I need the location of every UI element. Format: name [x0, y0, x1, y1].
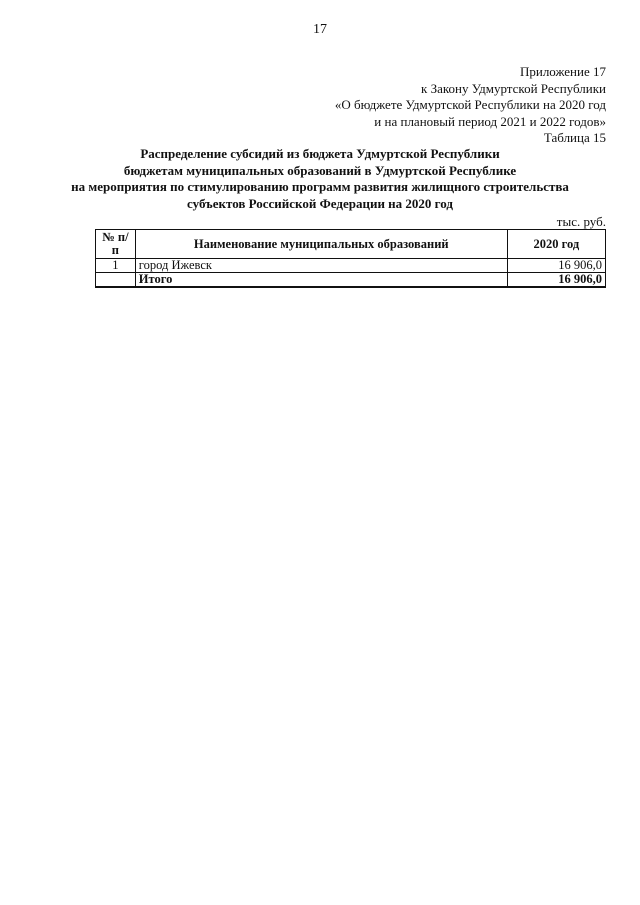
title-line-2: бюджетам муниципальных образований в Удмуртской Республике	[123, 162, 517, 178]
table-label: Таблица 15	[543, 130, 606, 145]
appendix-line-4: и на плановый период 2021 и 2022 годов»	[374, 113, 606, 129]
page-number: 17	[313, 22, 327, 37]
title-line-1: Распределение субсидий из бюджета Удмуртской Республики	[140, 146, 500, 161]
document-title	[0, 146, 640, 212]
table-header-row	[96, 230, 606, 259]
appendix-line-2: к Закону Удмуртской Республики	[421, 80, 606, 96]
header-year: 2020 год	[507, 230, 605, 259]
appendix-line-1: Приложение 17	[519, 64, 606, 79]
units-label: тыс. руб.	[556, 214, 606, 229]
row-number: 1	[96, 259, 136, 273]
title-line-3: на мероприятия по стимулированию программ развития жилищного строительства	[71, 179, 569, 194]
title-line-4: субъектов Российской Федерации на 2020 год	[187, 195, 453, 211]
header-municipality: Наименование муниципальных образований	[135, 230, 507, 259]
total-label: Итого	[135, 273, 507, 288]
total-number-cell	[96, 273, 136, 288]
subsidy-table	[95, 229, 606, 288]
appendix-header	[335, 64, 606, 147]
row-value: 16 906,0	[507, 259, 605, 273]
row-municipality: город Ижевск	[135, 259, 507, 273]
table-row	[96, 259, 606, 273]
total-value: 16 906,0	[507, 273, 605, 288]
header-number: № п/п	[96, 230, 136, 259]
appendix-line-3: «О бюджете Удмуртской Республики на 2020 год	[334, 97, 606, 112]
total-row	[96, 273, 606, 288]
